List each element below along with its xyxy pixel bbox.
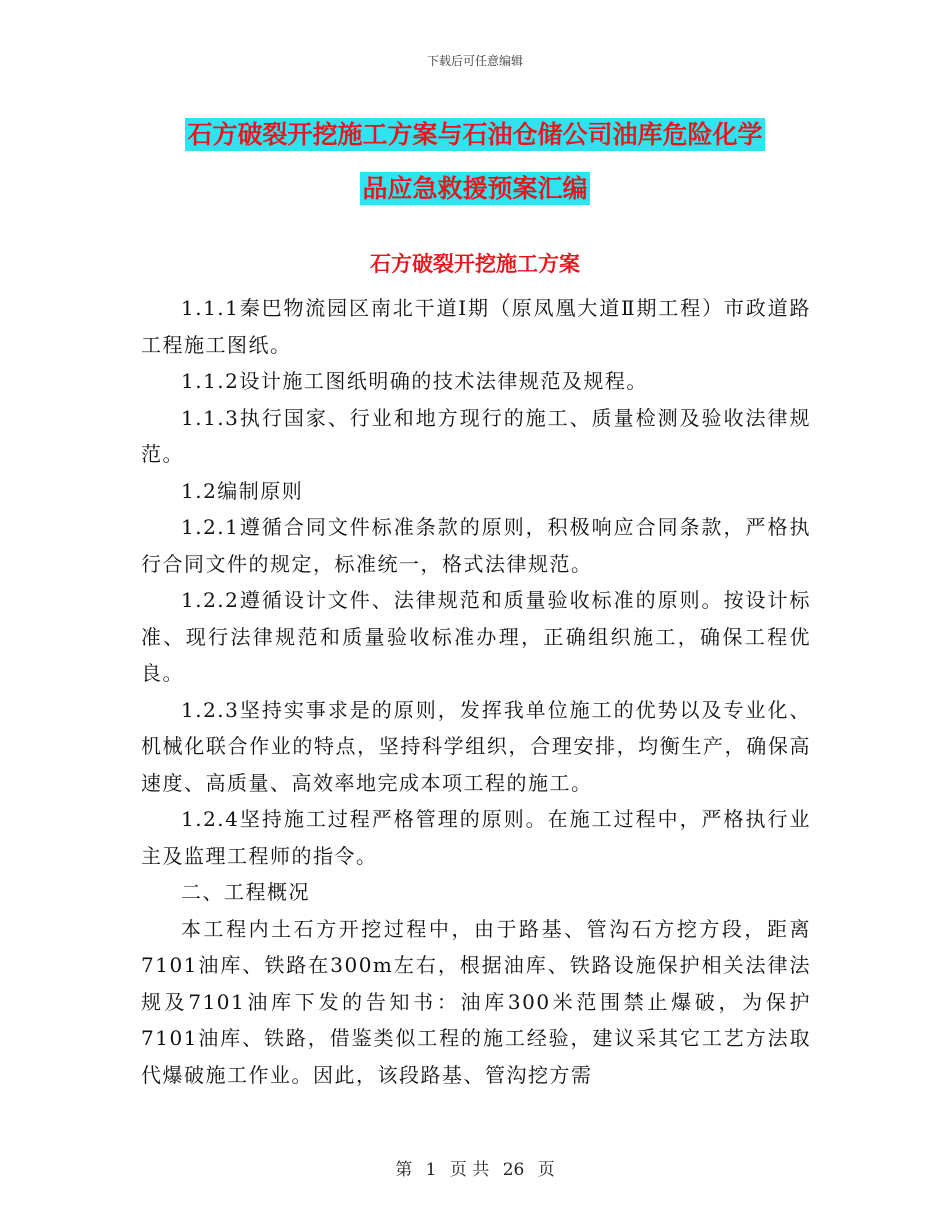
paragraph: 1.1.2设计施工图纸明确的技术法律规范及规程。 [181, 369, 648, 393]
footer-mid: 页 共 [449, 1160, 490, 1180]
document-title-line2: 品应急救援预案汇编 [362, 174, 588, 203]
section-title: 石方破裂开挖施工方案 [370, 251, 580, 276]
page-number: 1 [425, 1160, 437, 1180]
paragraph: 1.2.1遵循合同文件标准条款的原则，积极响应合同条款，严格执行合同文件的规定，标准统一，格式法律规范。 [141, 515, 811, 576]
document-body [141, 290, 811, 1093]
header-note: 下载后可任意编辑 [426, 54, 523, 68]
paragraph: 1.1.3执行国家、行业和地方现行的施工、质量检测及验收法律规范。 [141, 405, 811, 466]
footer-suffix: 页 [537, 1160, 555, 1180]
document-title-line1: 石方破裂开挖施工方案与石油仓储公司油库危险化学 [187, 120, 763, 149]
page-total: 26 [502, 1160, 525, 1180]
paragraph: 1.2.2遵循设计文件、法律规范和质量验收标准的原则。按设计标准、现行法律规范和质量验收标准办理，正确组织施工，确保工程优良。 [141, 588, 811, 685]
paragraph: 1.1.1秦巴物流园区南北干道Ⅰ期（原凤凰大道Ⅱ期工程）市政道路工程施工图纸。 [141, 296, 811, 357]
document-title [0, 108, 950, 216]
page-footer [0, 1155, 950, 1180]
paragraph: 本工程内土石方开挖过程中，由于路基、管沟石方挖方段，距离7101油库、铁路在300m左右，根据油库、铁路设施保护相关法律法规及7101油库下发的告知书：油库300米范围禁止爆破，为保护7101油库、铁路，借鉴类似工程的施工经验，建议采其它工艺方法取代爆破施工作业。因此，该段路基、管沟挖方需 [141, 916, 811, 1087]
paragraph: 1.2.4坚持施工过程严格管理的原则。在施工过程中，严格执行业主及监理工程师的指令。 [141, 807, 811, 868]
footer-prefix: 第 [395, 1160, 413, 1180]
paragraph: 二、工程概况 [181, 880, 310, 904]
paragraph: 1.2编制原则 [181, 478, 304, 503]
paragraph: 1.2.3坚持实事求是的原则，发挥我单位施工的优势以及专业化、机械化联合作业的特点，坚持科学组织，合理安排，均衡生产，确保高速度、高质量、高效率地完成本项工程的施工。 [141, 697, 811, 795]
